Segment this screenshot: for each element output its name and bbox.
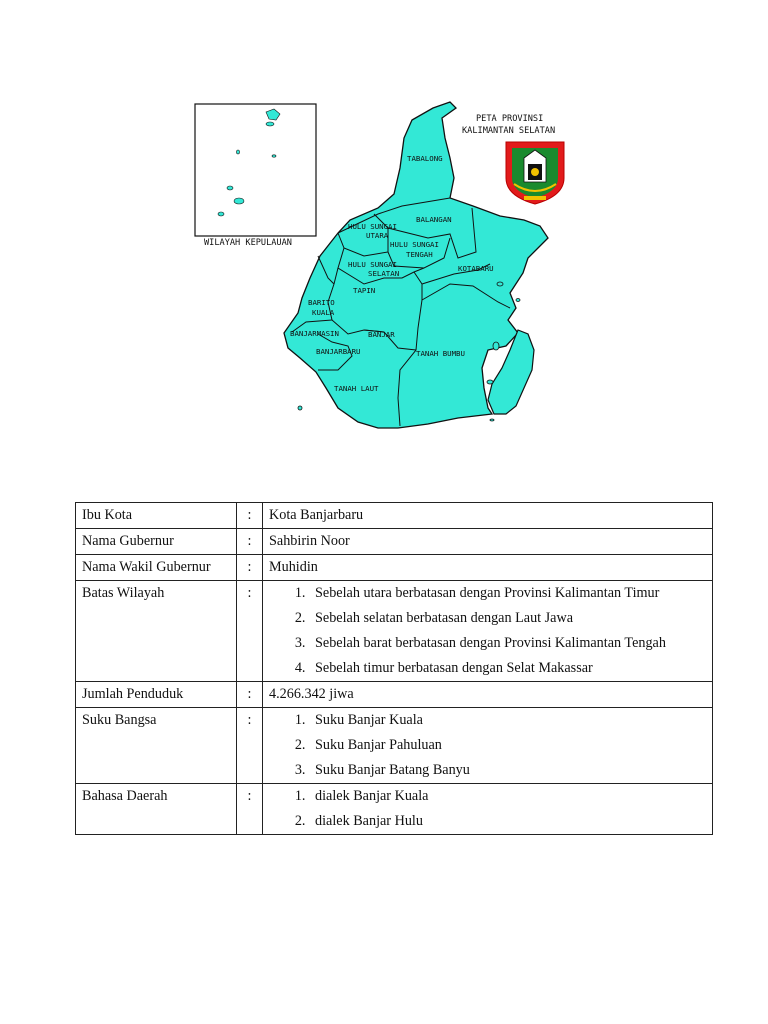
list-item: 4. Sebelah timur berbatasan dengan Selat Makassar [309, 656, 706, 681]
label-balangan: BALANGAN [416, 215, 452, 224]
label-kotabaru: KOTABARU [458, 264, 494, 273]
label-hsu-1: HULU SUNGAI [348, 222, 397, 231]
label-wakil-gubernur: Nama Wakil Gubernur [76, 555, 237, 581]
colon: : [237, 503, 263, 529]
table-row [76, 708, 713, 784]
label-suku-bangsa: Suku Bangsa [76, 708, 237, 784]
label-hsu-2: UTARA [366, 231, 389, 240]
value-wakil-gubernur: Muhidin [263, 555, 713, 581]
table-row [76, 682, 713, 708]
inset-label: WILAYAH KEPULAUAN [204, 238, 292, 248]
label-jumlah-penduduk: Jumlah Penduduk [76, 682, 237, 708]
list-item: 2. Sebelah selatan berbatasan dengan Laut Jawa [309, 606, 706, 631]
colon: : [237, 555, 263, 581]
label-barito-2: KUALA [312, 308, 335, 317]
label-batas-wilayah: Batas Wilayah [76, 581, 237, 682]
colon: : [237, 581, 263, 682]
table-row [76, 503, 713, 529]
province-info-table [75, 502, 713, 835]
label-banjar: BANJAR [368, 330, 395, 339]
suku-list [269, 708, 706, 783]
label-hss-1: HULU SUNGAI [348, 260, 397, 269]
map-title-line1: PETA PROVINSI [476, 114, 544, 124]
list-item: 2. Suku Banjar Pahuluan [309, 733, 706, 758]
table-row [76, 784, 713, 835]
label-barito-1: BARITO [308, 298, 335, 307]
list-item: 1. Suku Banjar Kuala [309, 708, 706, 733]
list-item: 3. Suku Banjar Batang Banyu [309, 758, 706, 783]
colon: : [237, 708, 263, 784]
label-tabalong: TABALONG [407, 154, 443, 163]
table-row [76, 529, 713, 555]
list-item: 3. Sebelah barat berbatasan dengan Provinsi Kalimantan Tengah [309, 631, 706, 656]
value-suku-bangsa [263, 708, 713, 784]
value-batas-wilayah [263, 581, 713, 682]
map-title-line2: KALIMANTAN SELATAN [462, 126, 556, 136]
label-tanah-bumbu: TANAH BUMBU [416, 349, 465, 358]
value-gubernur: Sahbirin Noor [263, 529, 713, 555]
label-tanah-laut: TANAH LAUT [334, 384, 379, 393]
list-item: 1. Sebelah utara berbatasan dengan Provinsi Kalimantan Timur [309, 581, 706, 606]
batas-list [269, 581, 706, 681]
province-map [188, 88, 582, 462]
province-emblem [506, 142, 564, 204]
label-hss-2: SELATAN [368, 269, 400, 278]
value-bahasa-daerah [263, 784, 713, 835]
list-item: 1. dialek Banjar Kuala [309, 784, 706, 809]
map-svg [188, 88, 582, 462]
value-jumlah-penduduk: 4.266.342 jiwa [263, 682, 713, 708]
label-gubernur: Nama Gubernur [76, 529, 237, 555]
colon: : [237, 784, 263, 835]
label-banjarbaru: BANJARBARU [316, 347, 361, 356]
list-item: 2. dialek Banjar Hulu [309, 809, 706, 834]
inset-box [195, 104, 316, 236]
colon: : [237, 529, 263, 555]
label-hst-2: TENGAH [406, 250, 433, 259]
label-banjarmasin: BANJARMASIN [290, 329, 339, 338]
value-ibu-kota: Kota Banjarbaru [263, 503, 713, 529]
label-bahasa-daerah: Bahasa Daerah [76, 784, 237, 835]
colon: : [237, 682, 263, 708]
table-row [76, 555, 713, 581]
label-hst-1: HULU SUNGAI [390, 240, 439, 249]
bahasa-list [269, 784, 706, 834]
label-ibu-kota: Ibu Kota [76, 503, 237, 529]
label-tapin: TAPIN [353, 286, 376, 295]
table-row [76, 581, 713, 682]
